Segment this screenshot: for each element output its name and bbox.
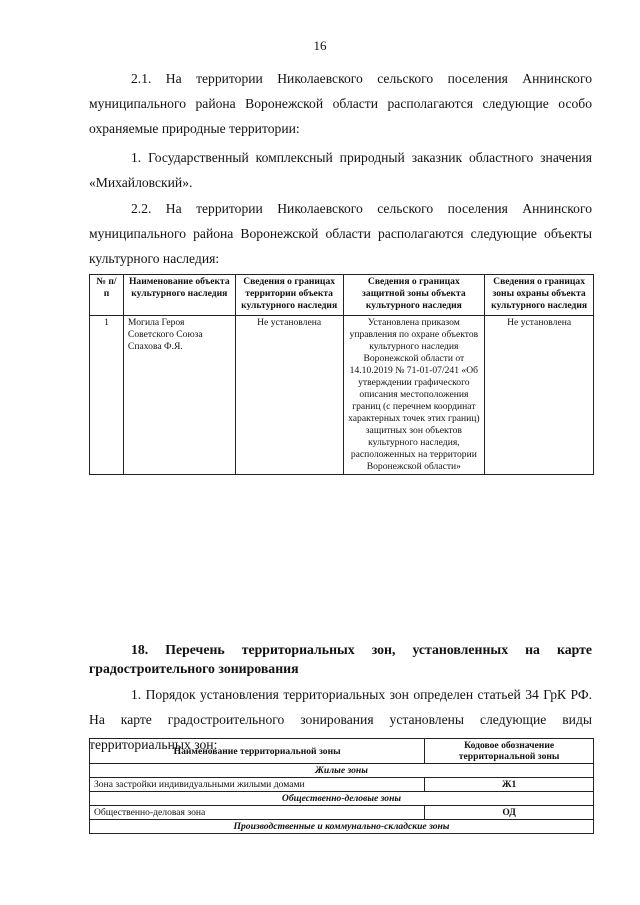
heritage-header-protective-zone: Сведения о границах защитной зоны объекта культурного наследия [343, 275, 485, 316]
page-number: 16 [313, 38, 327, 53]
heritage-header-name: Наименование объекта культурного наследия [123, 275, 235, 316]
table-row [90, 778, 594, 792]
zone-name-cell: Зона застройки индивидуальными жилыми домами [90, 778, 425, 792]
section-18-heading: 18. Перечень территориальных зон, установленных на карте градостроительного зонирования [89, 642, 592, 676]
section-2-2-paragraph: 2.2. На территории Николаевского сельского поселения Аннинского муниципального района Воронежской области располагаются следующие объекты культурного наследия: [89, 201, 592, 266]
zone-code-cell: Ж1 [425, 778, 594, 792]
heritage-cell-territory: Не установлена [235, 316, 343, 475]
heritage-header-number: № п/п [90, 275, 124, 316]
section-18-1-paragraph: 1. Порядок установления территориальных зон определен статьей 34 ГрК РФ. На карте градостроительного зонирования установлены следующие виды территориальных зон: [89, 687, 592, 752]
zone-group-title-public-business: Общественно-деловые зоны [90, 792, 594, 806]
zones-header-name: Наименование территориальной зоны [90, 739, 425, 764]
heritage-header-territory: Сведения о границах территории объекта культурного наследия [235, 275, 343, 316]
zones-header-code: Кодовое обозначение территориальной зоны [425, 739, 594, 764]
heritage-table-header-row [90, 275, 594, 316]
reserve-item-paragraph: 1. Государственный комплексный природный заказник областного значения «Михайловский». [89, 150, 592, 190]
heritage-cell-number: 1 [90, 316, 124, 475]
zones-table-header-row [90, 739, 594, 764]
zone-group-title-industrial: Производственные и коммунально-складские зоны [90, 820, 594, 834]
zone-code-cell: ОД [425, 806, 594, 820]
territorial-zones-table [89, 738, 594, 834]
heritage-cell-protective-zone: Установлена приказом управления по охране объектов культурного наследия Воронежской области от 14.10.2019 № 71-01-07/241 «Об утверждении графического описания местоположения границ (с перечнем координат характерных точек этих границ) защитных зон объектов культурного наследия, расположенных на территории Воронежской области» [343, 316, 485, 475]
section-2-1-paragraph: 2.1. На территории Николаевского сельского поселения Аннинского муниципального района Воронежской области располагаются следующие особо охраняемые природные территории: [89, 71, 592, 136]
heritage-cell-security-zone: Не установлена [485, 316, 594, 475]
heritage-header-security-zone: Сведения о границах зоны охраны объекта культурного наследия [485, 275, 594, 316]
zone-group-title-residential: Жилые зоны [90, 764, 594, 778]
table-row [90, 806, 594, 820]
zone-group-row [90, 792, 594, 806]
zone-name-cell: Общественно-деловая зона [90, 806, 425, 820]
heritage-cell-name: Могила Героя Советского Союза Спахова Ф.Я. [123, 316, 235, 475]
table-row [90, 316, 594, 475]
heritage-objects-table [89, 274, 594, 475]
zone-group-row [90, 764, 594, 778]
zone-group-row [90, 820, 594, 834]
